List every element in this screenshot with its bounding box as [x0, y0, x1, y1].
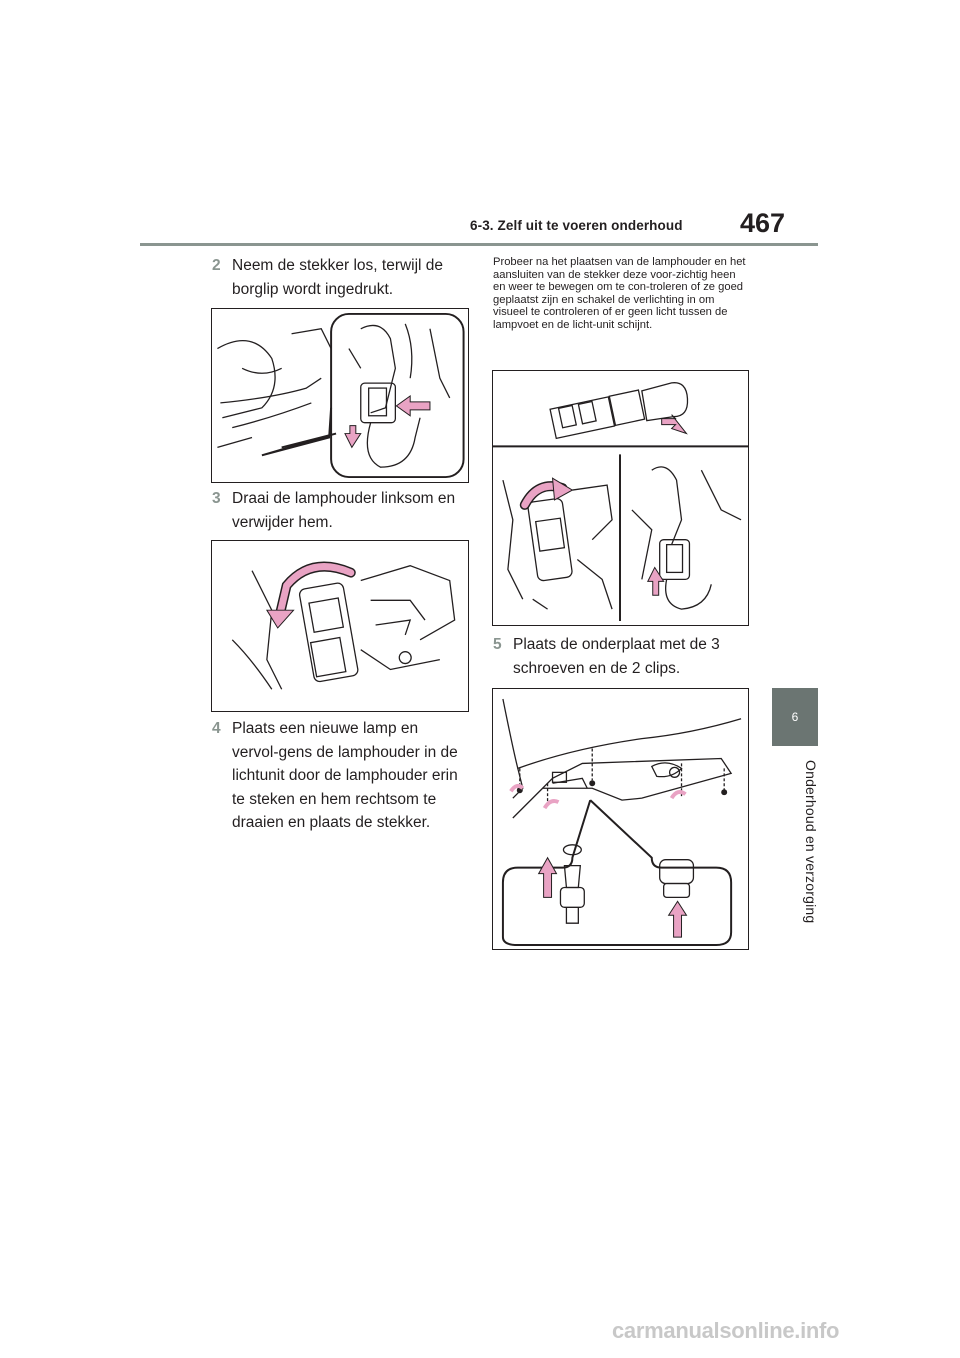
- chapter-tab[interactable]: [772, 688, 818, 746]
- under-plate-illustration: [493, 689, 748, 949]
- step-3: [212, 487, 462, 534]
- section-title: 6-3. Zelf uit te voeren onderhoud: [470, 218, 683, 233]
- header-divider: [140, 243, 818, 246]
- page-number: 467: [740, 208, 786, 238]
- step-number: 2: [212, 257, 221, 274]
- step-number: 4: [212, 720, 221, 737]
- step-4: [212, 717, 462, 835]
- step-text: Plaats een nieuwe lamp en vervol-gens de lamphouder in de lichtunit door de lamphouder erin te steken en hem rechtsom te draaien en plaats de stekker.: [232, 720, 458, 831]
- chapter-number: 6: [791, 710, 799, 724]
- chapter-title: Onderhoud en verzorging: [803, 760, 819, 924]
- watermark: carmanualsonline.info: [612, 1318, 840, 1343]
- step-5: [493, 633, 748, 680]
- step-text: Plaats de onderplaat met de 3 schroeven en de 2 clips.: [513, 636, 720, 677]
- step-number: 3: [212, 490, 221, 507]
- figure-under-plate: [492, 688, 749, 950]
- step-text: Draai de lamphouder linksom en verwijder hem.: [232, 490, 456, 531]
- connector-removal-illustration: [212, 309, 468, 482]
- install-bulb-illustration: [493, 371, 748, 625]
- figure-lamp-holder-rotate: [211, 540, 469, 712]
- figure-install-bulb: [492, 370, 749, 626]
- note-text: Probeer na het plaatsen van de lamphouder en het aansluiten van de stekker deze voor-zichtig heen en weer te bewegen om te con-troleren of ze goed geplaatst zijn en schakel de verlichting in om visueel te controleren of er geen licht tussen de lampvoet en de licht-unit schijnt.: [493, 256, 746, 331]
- step-number: 5: [493, 636, 502, 653]
- lamp-holder-rotate-illustration: [212, 541, 468, 711]
- step-text: Neem de stekker los, terwijl de borglip wordt ingedrukt.: [232, 257, 444, 298]
- step-2: [212, 254, 462, 301]
- figure-connector-removal: [211, 308, 469, 483]
